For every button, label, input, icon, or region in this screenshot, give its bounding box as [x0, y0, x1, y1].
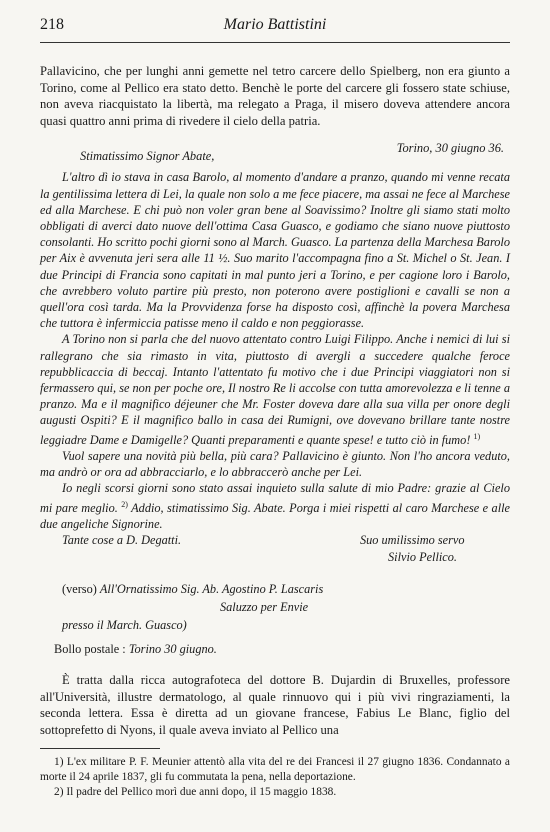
header-rule: [40, 42, 510, 43]
verso-address-1: All'Ornatissimo Sig. Ab. Agostino P. Lascaris: [99, 582, 324, 597]
letter-paragraph-1: L'altro dì io stava in casa Barolo, al momento d'andare a pranzo, quando mi venne recata la gentilissima lettera di Lei, la quale non solo a me fece piacere, ma assai ne fece al Marchese ed alla Marchese. E chi può non voler gran bene al Soavissimo? Inoltre gli siamo stati molto obbligati di averci dato nuove dell'ottima Casa Guasco, e godiamo che siano nuove piuttosto consolanti. Ho scritto pochi giorni sono al March. Guasco. La partenza della Marchesa Barolo per Aix è avvenuta jeri sera alle 11 ½. Suo marito l'accompagna fino a St. Michel o St. Jean. I due Principi di Francia sono capitati in mal punto jeri a Torino, e per cagione loro i Barolo, che avrebbero voluto partire più presto, non poterono avere postiglioni e cavalli se non a quell'ora così tarda. Ma la Provvidenza forse ha disposto così, affinchè la povera Marchesa che tuttora è infermiccia patisse meno il caldo e non peggiorasse.: [40, 170, 510, 331]
intro-paragraph: Pallavicino, che per lunghi anni gemette nel tetro carcere dello Spielberg, non era giunto a Torino, come al Pellico era stato detto. Benchè le porte del carcere gli fossero state schiuse, non aveva riacquistato la libertà, ma relegato a Praga, il misero doveva attendere ancora quasi quattro anni prima di rivedere il cielo della patria.: [40, 64, 510, 128]
footnote-rule: [40, 748, 160, 749]
letter-paragraph-4-text: Io negli scorsi giorni sono stato assai inquieto sulla salute di mio Padre: grazie al Cielo mi pare meglio.: [40, 481, 510, 515]
letter-body: [40, 169, 510, 568]
letter-paragraph-2-text: A Torino non si parla che del nuovo attentato contro Luigi Filippo. Anche i nemici di lui si rallegrano che sia rimasto in vita, piuttosto di avergli a succedere qualche feroce repubblicaccia di beccaj. Intanto l'attentato fu motivo che i due Principi viaggiatori non si fermassero qui, se non per poche ore, Il nostro Re li accolse con tutta amorevolezza e li tenne a pranzo. Ma e il magnifico déjeuner che Mr. Foster doveva dare alla sua villa per onore degli augusti Ospiti? E il magnifico ballo in casa dei Rumigni, ove dovevano brillare tante nostre leggiadre Dame e Damigelle? Quanti preparamenti e quante spese! e tutto ciò in fumo!: [40, 332, 510, 447]
running-title: Mario Battistini: [223, 16, 327, 33]
letter-closing: [40, 532, 510, 568]
footnotes: [40, 755, 510, 800]
footnote-ref-2: 2): [121, 499, 128, 509]
footnote-2: 2) Il padre del Pellico morì due anni dopo, il 15 maggio 1838.: [54, 786, 337, 799]
verso-address-2: Saluzzo per Envie: [220, 600, 309, 615]
page-number: 218: [40, 16, 64, 33]
letter-paragraph-2: [40, 331, 510, 448]
verso-line-1: [40, 580, 510, 598]
closing-formula: Suo umilissimo servo: [360, 533, 465, 548]
letter-place-date: Torino, 30 giugno 36.: [396, 141, 504, 156]
letter-paragraph-4-rest: Addio, stimatissimo Sig. Abate. Porga i miei rispetti al caro Marchese e alle due angeliche Signorine.: [40, 500, 510, 531]
closing-greeting: Tante cose a D. Degatti.: [62, 533, 182, 548]
footnote-1: 1) L'ex militare P. F. Meunier attentò alla vita del re dei Francesi il 27 giugno 1836. Condannato a morte il 24 aprile 1837, gli fu commutata la pena, nella deportazione.: [40, 756, 510, 784]
letter-salutation: Stimatissimo Signor Abate,: [80, 149, 215, 164]
body-paragraph: È tratta dalla ricca autografoteca del dottore B. Dujardin di Bruxelles, professore all'Università, illustre dermatologo, al quale rinnuovo qui i più vivi ringraziamenti, la seconda lettera. Essa è diretta ad un giovane francese, Fabius Le Blanc, figlio del sottoprefetto di Nyons, il quale aveva inviato al Pellico una: [40, 673, 510, 737]
page-header: [40, 12, 510, 34]
letter-signature: Silvio Pellico.: [388, 550, 457, 565]
postmark-line: [40, 640, 510, 658]
verso-address-3: presso il March. Guasco): [62, 618, 187, 633]
postmark-value: Torino 30 giugno.: [128, 642, 217, 657]
letter-paragraph-3: Vuol sapere una novità più bella, più cara? Pallavicino è giunto. Non l'ho ancora veduto, ma andrò or ora ad abbracciarlo, e lo abbraccerò anche per Lei.: [40, 448, 510, 480]
letter-paragraph-4: [40, 480, 510, 532]
postmark-label: Bollo postale :: [54, 642, 126, 657]
verso-address: [40, 580, 510, 658]
letter-heading: [40, 141, 510, 165]
footnote-ref-1: 1): [473, 431, 481, 441]
verso-label: (verso): [62, 582, 97, 597]
